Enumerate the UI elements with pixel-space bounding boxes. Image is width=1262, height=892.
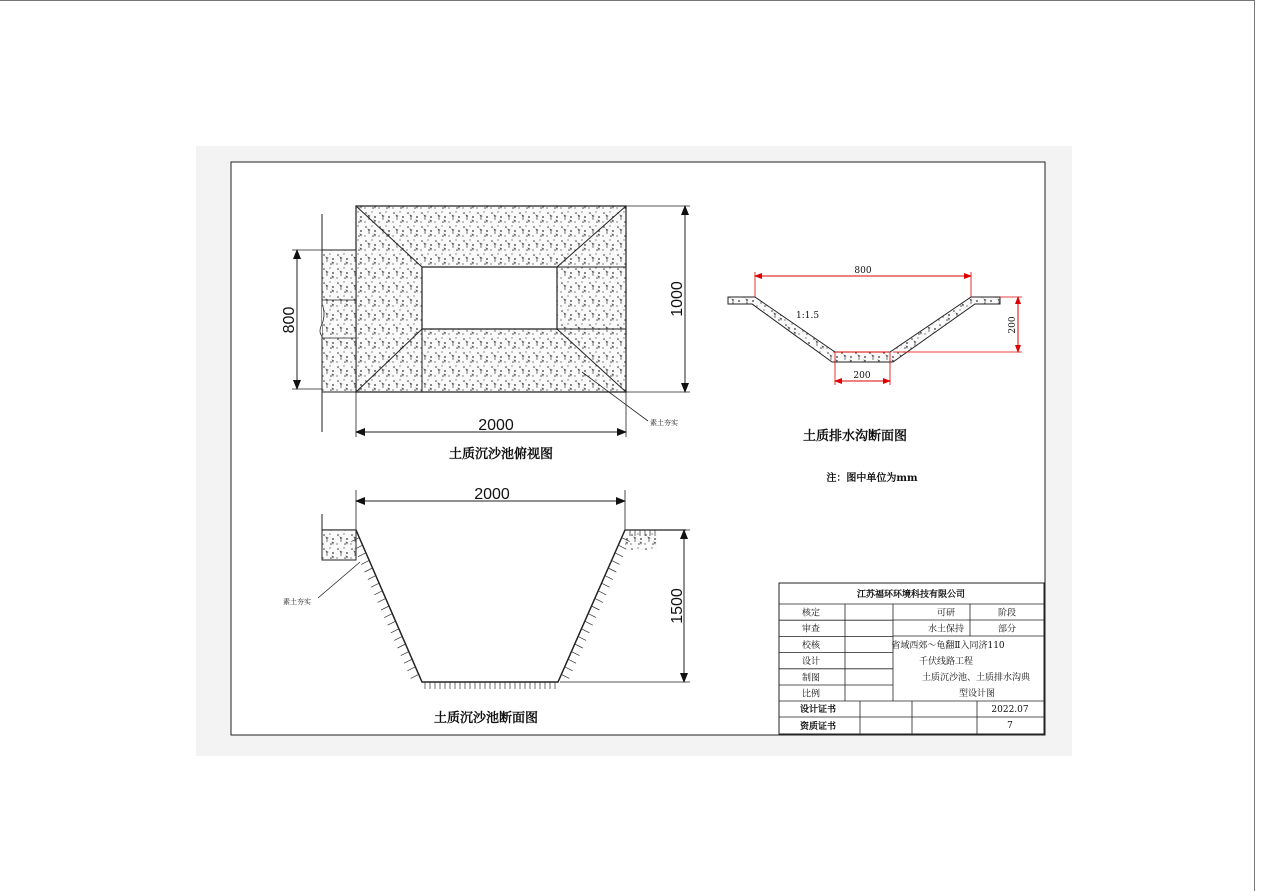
design-cert-value: 2022.07 [991,705,1029,715]
basin-callout: 素土夯实 [283,598,311,606]
plan-view-title: 土质沉沙池俯视图 [448,447,554,462]
title-block-row-label: 设计 [801,657,821,668]
ditch-section-title: 土质排水沟断面图 [802,429,908,444]
title-block-row-value: 阶段 [997,608,1017,619]
qual-cert-label: 资质证书 [799,722,837,732]
plan-callout: 素土夯实 [650,419,678,427]
company-name: 江苏福环环境科技有限公司 [856,590,966,600]
title-block [779,583,1044,734]
drawing-name-line2: 型设计图 [958,689,996,699]
design-cert-label: 设计证书 [799,705,837,715]
basin-width-dimension: 2000 [474,486,510,503]
title-block-row-label: 核定 [801,608,821,619]
ditch-slope-ratio: 1:1.5 [796,311,820,321]
plan-inlet-ditch [322,250,356,392]
plan-inlet-dimension: 800 [281,306,298,334]
units-note: 注：图中单位为mm [826,473,918,484]
basin-depth-dimension: 1500 [669,588,686,624]
title-block-row-label: 比例 [801,689,821,700]
title-block-row-value: 水土保持 [927,624,965,635]
plan-length-dimension: 1000 [669,281,686,317]
project-name-line2: 千伏线路工程 [918,657,974,667]
basin-section-title: 土质沉沙池断面图 [433,711,539,726]
title-block-row-label: 校核 [801,640,821,651]
project-name-line1: 省域西郊～龟翻Ⅱ入同济110 [891,641,1005,651]
ditch-depth-dimension: 200 [1008,316,1018,334]
ditch-top-dimension: 800 [854,266,872,276]
plan-width-dimension: 2000 [478,417,514,434]
drawing-name-line1: 土质沉沙池、土质排水沟典 [921,673,1031,683]
qual-cert-value: 7 [1007,721,1013,731]
title-block-row-value: 部分 [997,624,1017,635]
title-block-row-label: 审查 [801,624,821,635]
title-block-row-label: 制图 [801,673,821,684]
title-block-row-value: 可研 [936,608,956,619]
ditch-bottom-dimension: 200 [853,371,871,381]
basin-inlet-lining [322,530,356,560]
